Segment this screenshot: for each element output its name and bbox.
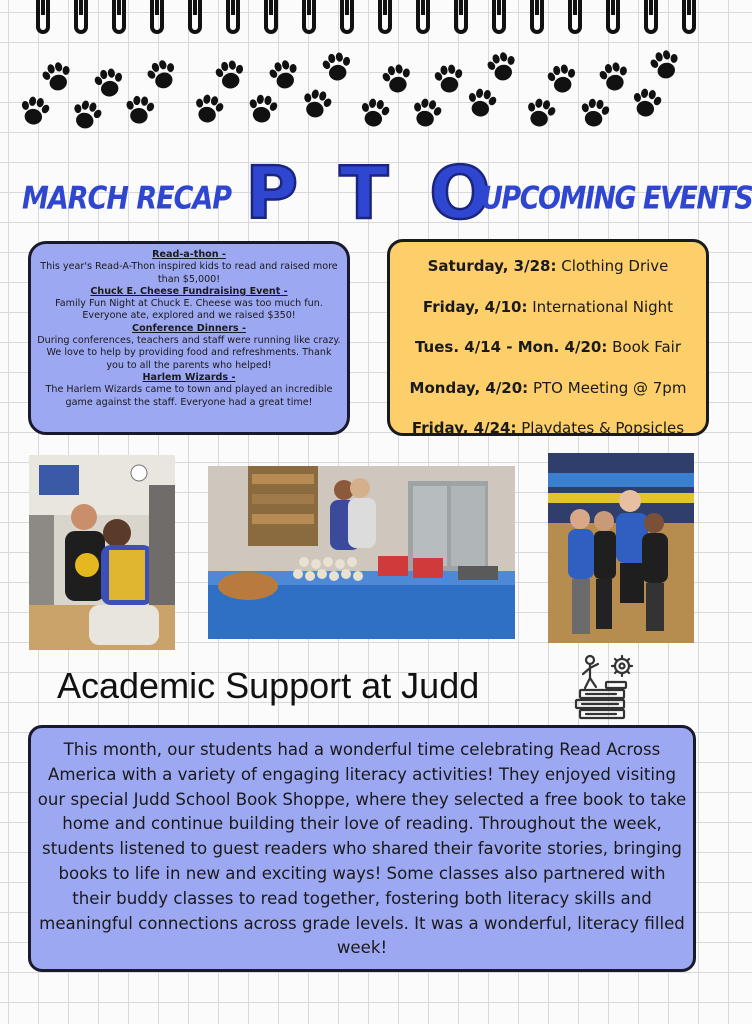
paw-print-icon (410, 95, 444, 129)
event-item (392, 408, 704, 449)
recap-item-text: During conferences, teachers and staff were running like crazy. We love to help by providing food and refreshments. Thank you to all the parents who helped! (37, 335, 341, 371)
paw-print-icon (213, 57, 247, 91)
recap-item-heading: Harlem Wizards - (142, 371, 236, 383)
recap-item (37, 323, 341, 372)
event-name: PTO Meeting @ 7pm (532, 378, 687, 397)
event-name: Book Fair (612, 338, 682, 356)
march-recap-box (28, 241, 350, 435)
spiral-ring (682, 0, 696, 34)
spiral-ring (530, 0, 544, 34)
paw-print-icon (630, 85, 664, 119)
recap-item (37, 372, 341, 409)
paw-print-icon (145, 57, 179, 91)
event-date: Saturday, 3/28: (427, 257, 557, 275)
paw-print-icon (648, 47, 682, 81)
paw-print-icon (578, 95, 612, 129)
harlem-wizards-photo (29, 455, 175, 650)
paw-print-icon (92, 65, 126, 99)
spiral-ring (644, 0, 658, 34)
spiral-ring (302, 0, 316, 34)
spiral-ring (568, 0, 582, 34)
paw-print-icon (358, 95, 392, 129)
spiral-ring (112, 0, 126, 34)
event-date: Friday, 4/10: (422, 297, 528, 316)
event-name: Clothing Drive (561, 257, 669, 275)
recap-item (37, 286, 341, 323)
paw-print-icon (40, 59, 74, 93)
paw-print-icon (18, 93, 52, 127)
spiral-ring (226, 0, 240, 34)
paw-prints-decoration (0, 45, 723, 135)
paw-print-icon (545, 61, 579, 95)
paw-print-icon (123, 92, 157, 126)
paw-print-icon (70, 97, 104, 131)
event-item (392, 287, 704, 328)
event-item (392, 327, 704, 368)
recap-item-heading: Conference Dinners - (132, 322, 246, 334)
event-date: Monday, 4/20: (409, 378, 529, 397)
spiral-ring (188, 0, 202, 34)
academic-support-box (28, 725, 696, 972)
event-item (392, 368, 704, 409)
paw-print-icon (267, 57, 301, 91)
recap-item-text: The Harlem Wizards came to town and played an incredible game against the staff. Everyone had a great time! (45, 384, 333, 408)
pto-title-text: P T O (245, 151, 499, 235)
paw-print-icon (300, 86, 334, 120)
event-name: Playdates & Popsicles (521, 419, 685, 437)
march-recap-heading: MARCH RECAP (22, 180, 232, 217)
spiral-ring (74, 0, 88, 34)
spiral-binding (0, 0, 723, 40)
paw-print-icon (380, 61, 414, 95)
paw-print-icon (485, 49, 519, 83)
spiral-ring (36, 0, 50, 34)
event-date: Friday, 4/24: (411, 419, 517, 437)
spiral-ring (378, 0, 392, 34)
conference-dinner-photo (208, 466, 515, 639)
recap-item-heading: Chuck E. Cheese Fundraising Event - (90, 285, 288, 297)
spiral-ring (150, 0, 164, 34)
spiral-ring (340, 0, 354, 34)
spiral-ring (492, 0, 506, 34)
paw-print-icon (432, 61, 466, 95)
recap-item-heading: Read-a-thon - (152, 249, 226, 260)
pto-title (245, 150, 499, 235)
recap-item-text: Family Fun Night at Chuck E. Cheese was too much fun. Everyone ate, explored and we raised $350! (55, 298, 323, 322)
spiral-ring (454, 0, 468, 34)
paw-print-icon (246, 91, 280, 125)
paw-print-icon (524, 95, 558, 129)
recap-item (37, 249, 341, 286)
paw-print-icon (597, 59, 631, 93)
spiral-ring (264, 0, 278, 34)
upcoming-events-box (387, 239, 709, 436)
gym-group-photo (548, 453, 694, 643)
paw-print-icon (320, 49, 354, 83)
academic-support-title: Academic Support at Judd (57, 665, 480, 706)
recap-item-text: This year's Read-A-Thon inspired kids to read and raised more than $5,000! (40, 261, 338, 285)
spiral-ring (606, 0, 620, 34)
paw-print-icon (465, 85, 499, 119)
event-date: Tues. 4/14 - Mon. 4/20: (414, 338, 608, 356)
upcoming-events-heading: UPCOMING EVENTS (481, 180, 752, 217)
person-on-books-gear-icon (572, 652, 644, 724)
event-name: International Night (532, 297, 674, 316)
spiral-ring (416, 0, 430, 34)
event-item (392, 246, 704, 287)
paw-print-icon (192, 91, 226, 125)
academic-support-text: This month, our students had a wonderful time celebrating Read Across America with a variety of engaging literacy activities! They enjoyed visiting our special Judd School Book Shoppe, where they selected a free book to take home and continue building their love of reading. Throughout the week, students listened to guest readers who shared their favorite stories, bringing books to life in new and exciting ways! Some classes also partnered with their buddy classes to read together, fostering both literacy skills and meaningful connections across grade levels. It was a wonderful, literacy filled week! (37, 740, 687, 958)
